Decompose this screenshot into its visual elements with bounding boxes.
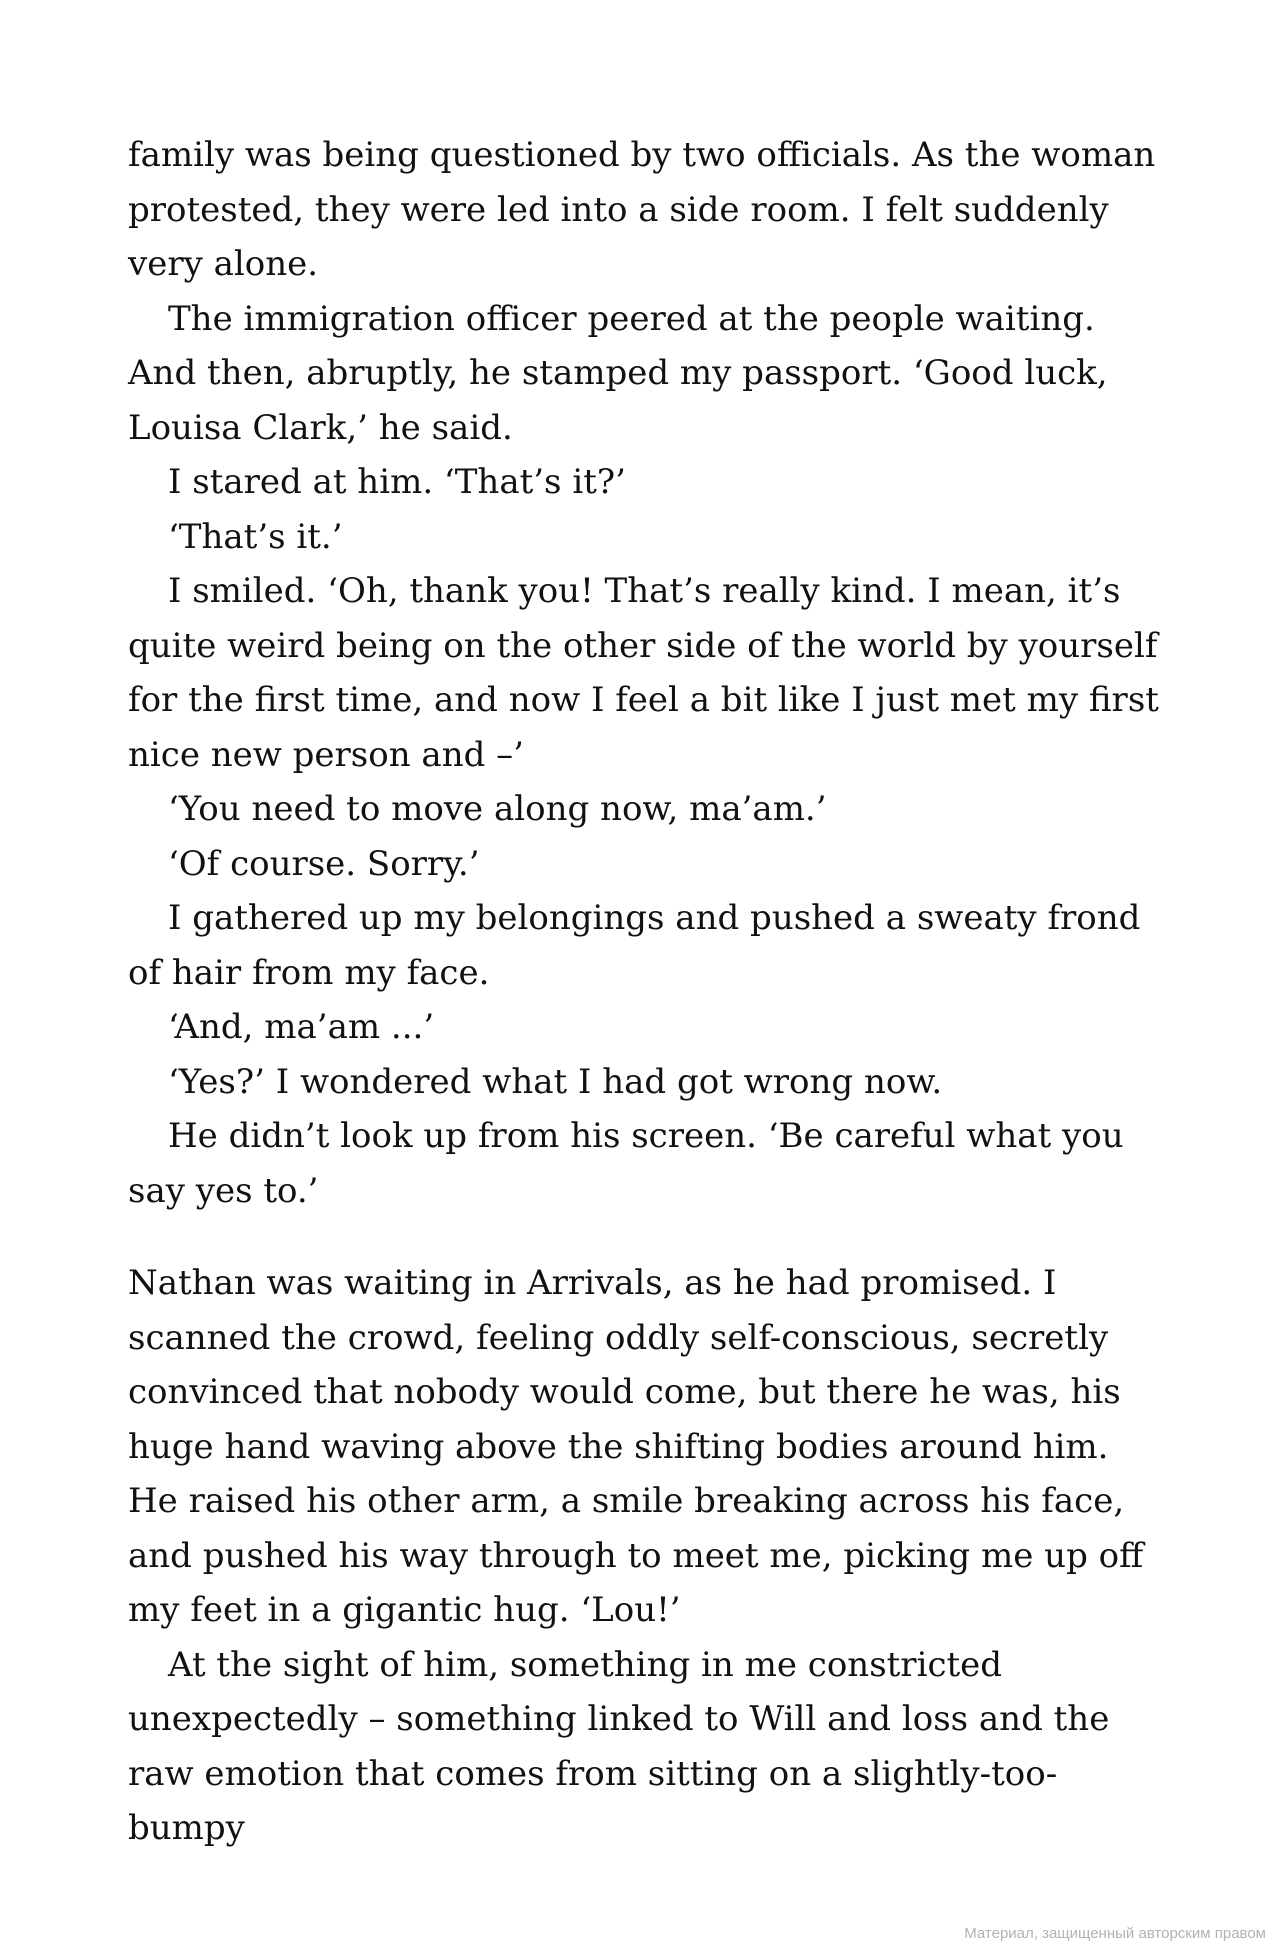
- paragraph: family was being questioned by two officials. As the woman protested, they were led into a side room. I felt suddenly very alone.: [128, 135, 1156, 284]
- paragraph: ‘Of course. Sorry.’: [168, 843, 480, 884]
- section-1: [128, 128, 1168, 1218]
- paragraph: He didn’t look up from his screen. ‘Be careful what you say yes to.’: [128, 1116, 1124, 1211]
- section-break: [128, 1218, 1168, 1256]
- copyright-watermark: Материал, защищенный авторским правом: [964, 1925, 1266, 1942]
- paragraph: ‘You need to move along now, ma’am.’: [168, 789, 827, 829]
- paragraph: I smiled. ‘Oh, thank you! That’s really kind. I mean, it’s quite weird being on the other side of the world by yourself for the first time, and now I feel a bit like I just met my first nice new person and –’: [128, 571, 1159, 775]
- section-2: [128, 1256, 1168, 1856]
- paragraph: I stared at him. ‘That’s it?’: [168, 462, 626, 502]
- paragraph: ‘That’s it.’: [168, 516, 343, 557]
- paragraph: I gathered up my belongings and pushed a sweaty frond of hair from my face.: [128, 898, 1141, 993]
- paragraph: ‘And, ma’am ...’: [168, 1007, 435, 1047]
- book-page: [128, 128, 1168, 1856]
- paragraph: Nathan was waiting in Arrivals, as he had promised. I scanned the crowd, feeling oddly self-conscious, secretly convinced that nobody would come, but there he was, his huge hand waving above the shifting bodies around him. He raised his other arm, a smile breaking across his face, and pushed his way through to meet me, picking me up off my feet in a gigantic hug. ‘Lou!’: [128, 1263, 1144, 1630]
- paragraph: ‘Yes?’ I wondered what I had got wrong now.: [168, 1061, 943, 1102]
- paragraph: The immigration officer peered at the people waiting. And then, abruptly, he stamped my passport. ‘Good luck, Louisa Clark,’ he said.: [128, 298, 1108, 448]
- paragraph: At the sight of him, something in me constricted unexpectedly – something linked to Will and loss and the raw emotion that comes from sitting on a slightly-too-bumpy: [128, 1644, 1110, 1848]
